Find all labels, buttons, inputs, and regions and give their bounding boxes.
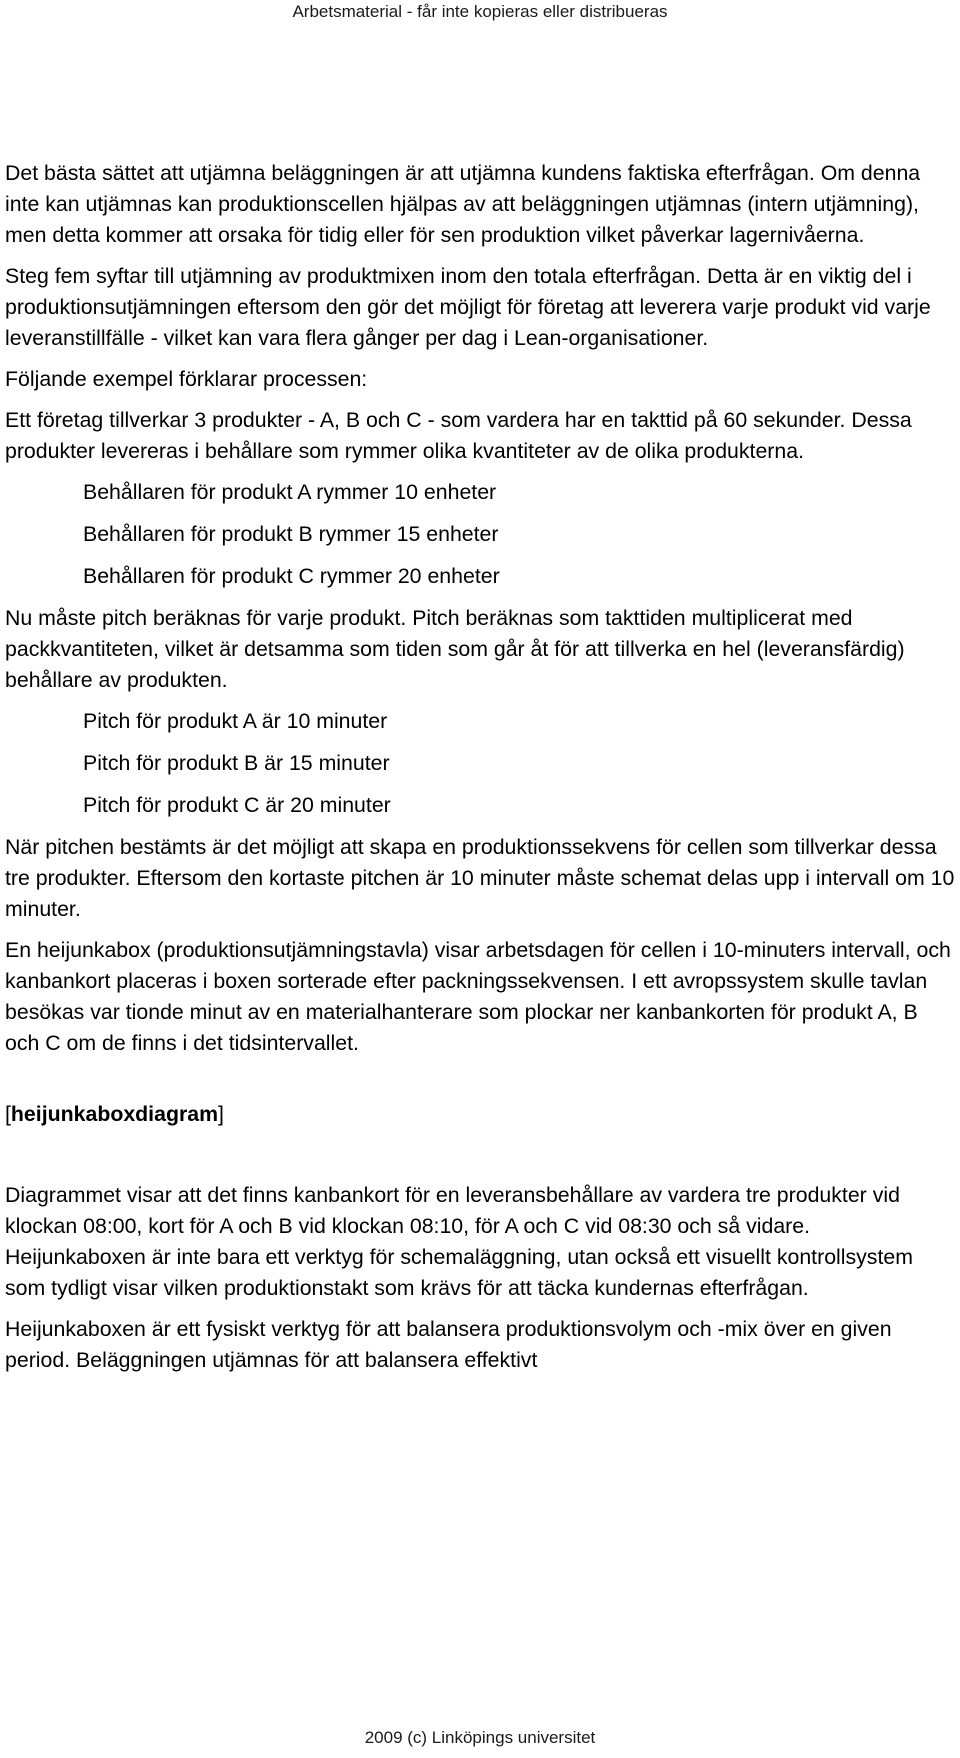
paragraph-physical-tool: Heijunkaboxen är ett fysiskt verktyg för att balansera produktionsvolym och -mix över en given period. Beläggningen utjämnas för att balansera effektivt <box>5 1317 892 1372</box>
paragraph-step-five: Steg fem syftar till utjämning av produktmixen inom den totala efterfrågan. Detta är en viktig del i produktionsutjämningen eftersom den gör det möjligt för företag att leverera varje produkt vid varje leveranstillfälle - vilket kan vara flera gånger per dag i Lean-organisationer. <box>5 264 931 350</box>
paragraph-example-intro: Följande exempel förklarar processen: <box>5 367 368 391</box>
pitch-line-c: Pitch för produkt C är 20 minuter <box>83 793 391 817</box>
page-footer: 2009 (c) Linköpings universitet <box>364 1728 596 1747</box>
paragraph-pitch-calculation: Nu måste pitch beräknas för varje produkt. Pitch beräknas som takttiden multiplicerat med packkvantiteten, vilket är detsamma som tiden som går åt för att tillverka en hel (leveransfärdig) behållare av produkten. <box>5 606 905 692</box>
paragraph-company-example: Ett företag tillverkar 3 produkter - A, B och C - som vardera har en takttid på 60 sekunder. Dessa produkter levereras i behållare som rymmer olika kvantiteter av de olika produkterna. <box>5 408 912 463</box>
container-line-c: Behållaren för produkt C rymmer 20 enheter <box>83 564 500 588</box>
document-body <box>5 158 955 1386</box>
diagram-placeholder <box>5 1099 955 1130</box>
paragraph-demand-leveling: Det bästa sättet att utjämna beläggningen är att utjämna kundens faktiska efterfrågan. Om denna inte kan utjämnas kan produktionscellen hjälpas av att beläggningen utjämnas (intern utjämning), men detta kommer att orsaka för tidig eller för sen produktion vilket påverkar lagernivåerna. <box>5 161 921 247</box>
container-line-a: Behållaren för produkt A rymmer 10 enheter <box>83 480 497 504</box>
pitch-line-a: Pitch för produkt A är 10 minuter <box>83 709 388 733</box>
page-header: Arbetsmaterial - får inte kopieras eller distribueras <box>292 2 668 21</box>
paragraph-diagram-explanation: Diagrammet visar att det finns kanbankort för en leveransbehållare av vardera tre produkter vid klockan 08:00, kort för A och B vid klockan 08:10, för A och C vid 08:30 och så vidare. Heijunkaboxen är inte bara ett verktyg för schemaläggning, utan också ett visuellt kontrollsystem som tydligt visar vilken produktionstakt som krävs för att täcka kundernas efterfrågan. <box>5 1183 913 1300</box>
diagram-bracket-close: ] <box>218 1102 224 1126</box>
pitch-line-b: Pitch för produkt B är 15 minuter <box>83 751 390 775</box>
paragraph-production-sequence: När pitchen bestämts är det möjligt att skapa en produktionssekvens för cellen som tillverkar dessa tre produkter. Eftersom den kortaste pitchen är 10 minuter måste schemat delas upp i intervall om 10 minuter. <box>5 835 955 921</box>
container-line-b: Behållaren för produkt B rymmer 15 enheter <box>83 522 499 546</box>
diagram-bracket-open: [ <box>5 1102 11 1126</box>
diagram-placeholder-label: heijunkaboxdiagram <box>10 1102 219 1126</box>
paragraph-heijunkabox: En heijunkabox (produktionsutjämningstavla) visar arbetsdagen för cellen i 10-minuters intervall, och kanbankort placeras i boxen sorterade efter packningssekvensen. I ett avropssystem skulle tavlan besökas var tionde minut av en materialhanterare som plockar ner kanbankorten för produkt A, B och C om de finns i det tidsintervallet. <box>5 938 951 1055</box>
